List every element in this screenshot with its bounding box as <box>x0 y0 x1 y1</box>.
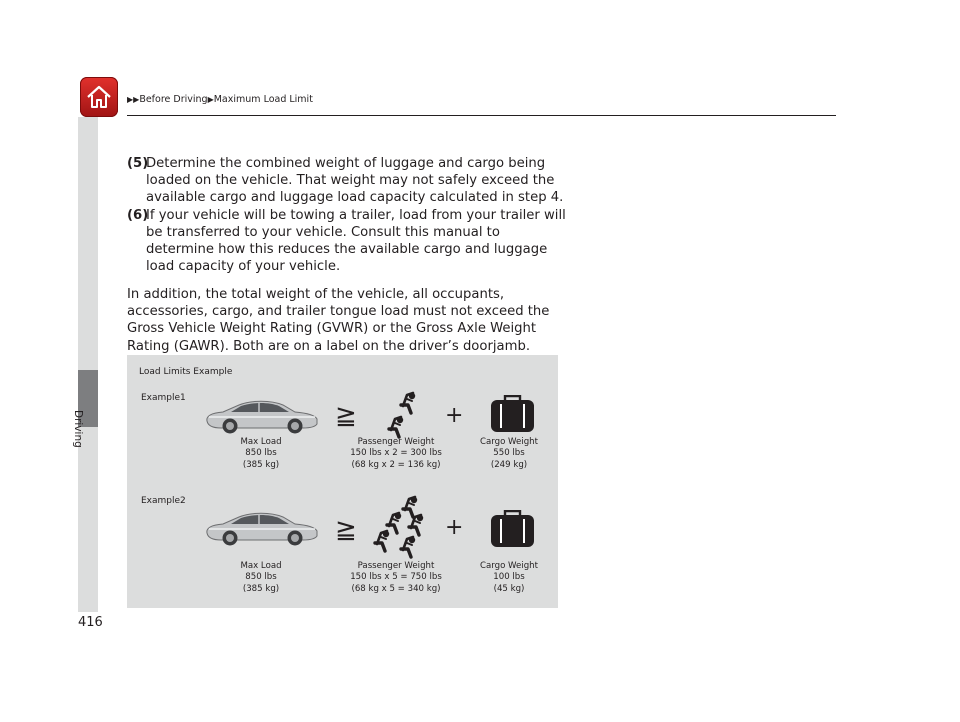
plus-symbol: + <box>445 515 464 540</box>
caption-line: 150 lbs x 5 = 750 lbs <box>350 572 442 583</box>
cargo-weight-caption <box>467 437 551 471</box>
caption-line: 100 lbs <box>493 572 525 583</box>
figure-title: Load Limits Example <box>139 367 233 377</box>
caption-line: (68 kg x 5 = 340 kg) <box>351 583 441 594</box>
body-paragraph: In addition, the total weight of the vehicle, all occupants, accessories, cargo, and trailer tongue load must not exceed the Gross Vehicle Weight Rating (GVWR) or the Gross Axle Weight Rating (GAWR). Both are on a label on the driver’s doorjamb. <box>127 287 550 354</box>
caption-line: Max Load <box>240 561 282 571</box>
caption-line: 150 lbs x 2 = 300 lbs <box>350 448 442 459</box>
header-rule <box>127 115 836 116</box>
step-text: Determine the combined weight of luggage and cargo being loaded on the vehicle. That weight may not safely exceed the available cargo and luggage load capacity calculated in step 4. <box>146 156 564 206</box>
caption-line: 850 lbs <box>245 572 277 583</box>
caption-line: (249 kg) <box>490 459 528 470</box>
load-limits-figure <box>127 355 558 608</box>
section-sidebar <box>78 117 98 612</box>
passenger-weight-caption <box>331 561 461 595</box>
caption-line: Passenger Weight <box>357 561 435 571</box>
caption-line: 850 lbs <box>245 448 277 459</box>
steps-list <box>127 155 567 275</box>
greater-equal-symbol: ≧ <box>335 401 357 431</box>
step-number: (6) <box>127 207 149 223</box>
page-number: 416 <box>78 615 103 630</box>
cargo-weight-caption <box>467 561 551 595</box>
caption-line: (385 kg) <box>242 459 280 470</box>
caption-line: Cargo Weight <box>479 437 539 447</box>
plus-symbol: + <box>445 403 464 428</box>
caption-line: (68 kg x 2 = 136 kg) <box>351 459 441 470</box>
step-item <box>127 155 567 207</box>
example-label: Example2 <box>141 496 186 506</box>
passenger-weight-caption <box>331 437 461 471</box>
caption-line: (385 kg) <box>242 583 280 594</box>
max-load-caption <box>213 437 309 471</box>
caption-line: (45 kg) <box>493 583 525 594</box>
passenger-seat-icon <box>399 391 421 417</box>
caption-line: 550 lbs <box>493 448 525 459</box>
breadcrumb-item-before-driving[interactable]: Before Driving <box>139 94 208 105</box>
caption-line: Cargo Weight <box>479 561 539 571</box>
passenger-seat-icon <box>399 535 421 561</box>
greater-equal-symbol: ≧ <box>335 515 357 545</box>
home-button[interactable] <box>80 77 118 117</box>
step-number: (5) <box>127 156 149 171</box>
car-icon <box>203 397 323 437</box>
breadcrumb-item-maximum-load-limit[interactable]: Maximum Load Limit <box>213 94 313 105</box>
breadcrumb <box>127 94 313 105</box>
passenger-seat-icon <box>373 529 395 555</box>
step-text: If your vehicle will be towing a trailer, load from your trailer will be transferred to your vehicle. Consult this manual to determine how this reduces the available cargo and luggage load capacity of your vehicle. <box>146 207 566 275</box>
breadcrumb-arrow-icon: ▶ <box>207 95 214 104</box>
luggage-icon <box>491 395 536 435</box>
car-icon <box>203 509 323 549</box>
caption-line: Max Load <box>240 437 282 447</box>
breadcrumb-arrow-icon: ▶▶ <box>127 95 140 104</box>
luggage-icon <box>491 510 536 550</box>
max-load-caption <box>213 561 309 595</box>
home-icon <box>85 83 113 111</box>
step-item <box>127 207 567 276</box>
example-label: Example1 <box>141 393 186 403</box>
caption-line: Passenger Weight <box>357 437 435 447</box>
section-label: Driving <box>72 410 84 448</box>
